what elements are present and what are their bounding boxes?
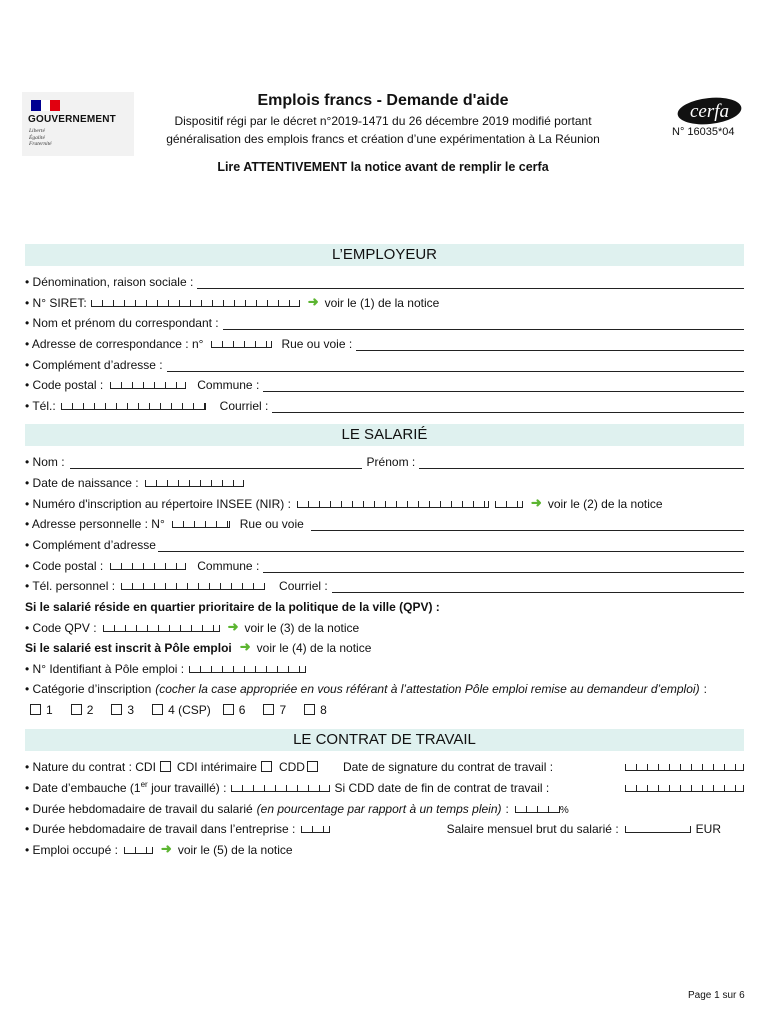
arrow-right-icon: ➜ [227,619,239,634]
arrow-right-icon: ➜ [307,294,319,309]
form-title: Emplois francs - Demande d'aide [257,92,509,109]
field-date-embauche[interactable] [231,785,330,792]
label-cdd: CDD [278,760,305,774]
field-nom[interactable] [70,459,362,469]
label-siret: • N° SIRET: [25,296,87,310]
field-date-signature[interactable] [625,764,744,771]
government-name: GOUVERNEMENT [28,114,116,125]
field-code-qpv[interactable] [103,625,220,632]
field-courriel-employeur[interactable] [272,403,744,413]
form-subtitle-1: Dispositif régi par le décret n°2019-1471 du 26 décembre 2019 modifié portant [174,114,592,128]
row-categorie [25,679,707,696]
categorie-option-8[interactable]: 8 [304,703,327,717]
field-naissance[interactable] [145,480,244,487]
field-nir-key[interactable] [495,501,523,508]
label-date-embauche: • Date d’embauche (1er jour travaillé) : [25,780,227,795]
row-categorie-options [30,700,345,717]
arrow-right-icon: ➜ [239,639,251,654]
categorie-option-1[interactable]: 1 [30,703,53,717]
section-employeur-heading: L’EMPLOYEUR [25,244,744,266]
field-numero-employeur[interactable] [211,341,272,348]
field-numero-salarie[interactable] [172,521,230,528]
section-contrat-heading: LE CONTRAT DE TRAVAIL [25,729,744,751]
checkbox-cdi[interactable] [160,761,171,772]
label-code-qpv: • Code QPV : [25,621,97,635]
emploi-notice-ref: voir le (5) de la notice [177,843,293,857]
label-tel-salarie: • Tél. personnel : [25,579,116,593]
row-complement-employeur [25,355,744,372]
field-duree-entreprise[interactable] [301,826,330,833]
row-naissance [25,473,244,490]
field-rue-employeur[interactable] [356,341,744,351]
duree-hint: (en pourcentage par rapport à un temps plein) [256,802,502,816]
row-denomination [25,272,744,289]
row-code-qpv [25,618,359,635]
field-tel-employeur[interactable] [61,403,206,410]
qpv-heading: Si le salarié réside en quartier prioritaire de la politique de la ville (QPV) : [25,600,440,614]
row-date-embauche [25,778,744,795]
row-tel-employeur [25,396,744,413]
row-identifiant [25,659,306,676]
label-eur: EUR [695,822,721,836]
government-motto: Liberté Égalité Fraternité [29,128,52,147]
row-emploi [25,840,293,857]
row-duree-salarie [25,799,569,816]
label-denomination: • Dénomination, raison sociale : [25,275,194,289]
percent-sign: % [559,805,569,816]
cerfa-number: N° 16035*04 [672,126,735,138]
label-nom: • Nom : [25,455,65,469]
field-tel-salarie[interactable] [121,583,265,590]
row-duree-entreprise [25,819,744,836]
label-commune-salarie: Commune : [197,559,260,573]
pole-emploi-heading: Si le salarié est inscrit à Pôle emploi [25,641,232,655]
section-salarie-heading: LE SALARIÉ [25,424,744,446]
field-emploi[interactable] [124,847,153,854]
label-identifiant: • N° Identifiant à Pôle emploi : [25,662,185,676]
siret-notice-ref: voir le (1) de la notice [324,296,440,310]
pole-emploi-notice-ref: voir le (4) de la notice [256,641,372,655]
label-rue-employeur: Rue ou voie : [281,337,353,351]
field-nir[interactable] [297,501,489,508]
page-number: Page 1 sur 6 [688,990,745,1001]
qpv-notice-ref: voir le (3) de la notice [244,621,360,635]
row-correspondant [25,313,744,330]
checkbox[interactable] [152,704,163,715]
categorie-option-6[interactable]: 6 [223,703,246,717]
field-identifiant[interactable] [189,666,306,673]
field-rue-salarie[interactable] [311,521,744,531]
field-cp-employeur[interactable] [110,382,186,389]
label-tel-employeur: • Tél.: [25,399,56,413]
label-salaire: Salaire mensuel brut du salarié : [446,822,619,836]
label-date-signature: Date de signature du contrat de travail : [342,760,554,774]
label-commune-employeur: Commune : [197,378,260,392]
label-complement-employeur: • Complément d’adresse : [25,358,163,372]
field-cp-salarie[interactable] [110,563,186,570]
row-complement-salarie [25,535,744,552]
label-courriel-employeur: Courriel : [219,399,269,413]
label-complement-salarie: • Complément d’adresse [25,538,156,552]
row-pole-emploi [25,638,371,655]
checkbox[interactable] [71,704,82,715]
label-duree-entreprise: • Durée hebdomadaire de travail dans l’entreprise : [25,822,296,836]
checkbox[interactable] [111,704,122,715]
notice-instruction: Lire ATTENTIVEMENT la notice avant de remplir le cerfa [217,160,549,174]
arrow-right-icon: ➜ [160,841,172,856]
row-cp-salarie [25,556,744,573]
label-correspondant: • Nom et prénom du correspondant : [25,316,219,330]
row-siret [25,293,439,310]
field-date-fin[interactable] [625,785,744,792]
duree-colon: : [505,802,509,816]
categorie-option-4-csp[interactable]: 4 (CSP) [152,703,211,717]
label-emploi: • Emploi occupé : [25,843,118,857]
cerfa-logo [676,96,743,126]
row-adresse-employeur [25,334,744,351]
form-subtitle-2: généralisation des emplois francs et création d’une expérimentation à La Réunion [166,132,600,146]
checkbox[interactable] [30,704,41,715]
label-date-fin: Si CDD date de fin de contrat de travail : [334,781,550,795]
field-siret[interactable] [91,300,300,307]
field-complement-employeur[interactable] [167,362,744,372]
checkbox[interactable] [263,704,274,715]
french-flag-icon [31,100,60,111]
categorie-option-2[interactable]: 2 [71,703,94,717]
row-nom [25,452,744,469]
field-correspondant[interactable] [223,320,744,330]
row-nir [25,494,663,511]
label-naissance: • Date de naissance : [25,476,139,490]
row-qpv-heading [25,597,440,614]
label-duree-salarie: • Durée hebdomadaire de travail du salarié [25,802,253,816]
field-commune-salarie[interactable] [263,563,744,573]
label-prenom: Prénom : [366,455,416,469]
field-prenom[interactable] [419,459,744,469]
categorie-colon: : [703,682,707,696]
label-rue-salarie: Rue ou voie [239,517,304,531]
row-tel-salarie [25,576,744,593]
arrow-right-icon: ➜ [530,495,542,510]
label-cp-salarie: • Code postal : [25,559,104,573]
label-cdi-interimaire: CDI intérimaire [176,760,257,774]
checkbox-cdi-interimaire[interactable] [261,761,272,772]
label-nir: • Numéro d'inscription au répertoire INSEE (NIR) : [25,497,291,511]
field-duree-salarie[interactable] [515,806,560,813]
field-denomination[interactable] [197,279,744,289]
categorie-hint: (cocher la case appropriée en vous référant à l’attestation Pôle emploi remise au demandeur d’emploi) [155,682,700,696]
categorie-option-3[interactable]: 3 [111,703,134,717]
checkbox[interactable] [223,704,234,715]
label-cp-employeur: • Code postal : [25,378,104,392]
categorie-option-7[interactable]: 7 [263,703,286,717]
cerfa-logo-text: cerfa [689,101,730,122]
field-complement-salarie[interactable] [158,542,744,552]
field-salaire[interactable] [625,826,691,833]
label-adresse-salarie: • Adresse personnelle : N° [25,517,165,531]
field-courriel-salarie[interactable] [332,583,744,593]
row-cp-employeur [25,375,744,392]
nir-notice-ref: voir le (2) de la notice [547,497,663,511]
label-categorie: • Catégorie d’inscription [25,682,152,696]
checkbox-cdd[interactable] [307,761,318,772]
row-nature-contrat [25,757,744,774]
label-courriel-salarie: Courriel : [279,579,328,593]
label-adresse-employeur: • Adresse de correspondance : n° [25,337,204,351]
label-nature-contrat: • Nature du contrat : CDI [25,760,156,774]
government-logo [22,92,134,156]
checkbox[interactable] [304,704,315,715]
row-adresse-salarie [25,514,744,531]
field-commune-employeur[interactable] [263,382,744,392]
